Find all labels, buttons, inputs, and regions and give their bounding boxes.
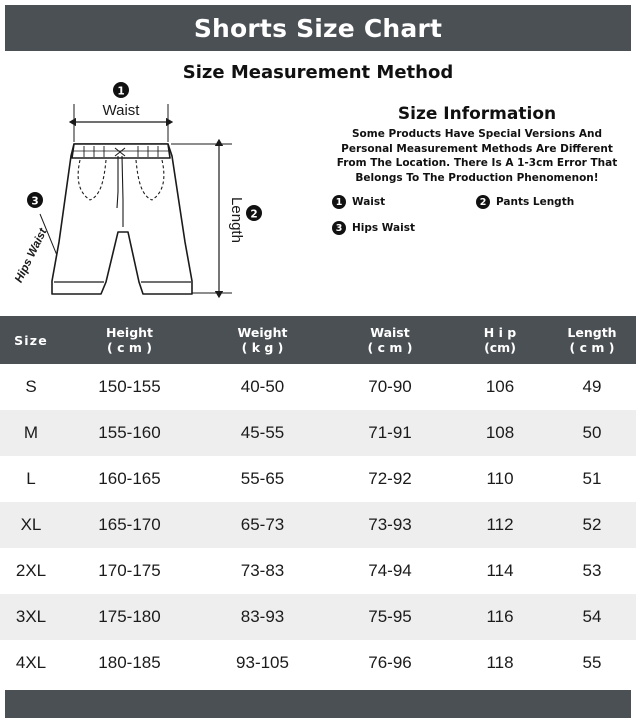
cell-waist: 75-95 bbox=[368, 607, 412, 626]
cell-waist: 74-94 bbox=[368, 561, 412, 580]
cell-length: 52 bbox=[582, 515, 602, 534]
cell-weight: 55-65 bbox=[240, 469, 285, 488]
section-heading: Size Measurement Method bbox=[182, 62, 454, 83]
table-row bbox=[0, 456, 636, 502]
cell-weight: 73-83 bbox=[240, 561, 285, 580]
legend-item-waist bbox=[332, 195, 385, 209]
size-table bbox=[0, 316, 636, 686]
info-line-4: Belongs To The Production Phenomenon! bbox=[355, 171, 599, 184]
legend-item-hips-waist bbox=[332, 221, 415, 235]
table-row bbox=[0, 640, 636, 686]
page-title: Shorts Size Chart bbox=[193, 13, 443, 43]
column-header-waist: Waist ( c m ) bbox=[367, 325, 413, 355]
table-row bbox=[0, 364, 636, 410]
cell-waist: 70-90 bbox=[368, 377, 412, 396]
cell-height: 175-180 bbox=[98, 607, 161, 626]
cell-size: L bbox=[26, 469, 36, 488]
cell-hip: 112 bbox=[486, 515, 514, 534]
cell-length: 49 bbox=[582, 377, 602, 396]
cell-height: 170-175 bbox=[98, 561, 161, 580]
diagram-length-label: Length bbox=[228, 197, 245, 243]
title-bar bbox=[5, 5, 631, 51]
legend-item-pants-length bbox=[476, 195, 574, 209]
legend-label-hips-waist: Hips Waist bbox=[352, 222, 415, 234]
legend-label-pants-length: Pants Length bbox=[496, 196, 575, 208]
cell-hip: 106 bbox=[485, 377, 515, 396]
cell-length: 51 bbox=[582, 469, 602, 488]
column-header-length: Length ( c m ) bbox=[567, 325, 617, 355]
number-1-icon: 1 bbox=[332, 195, 346, 209]
cell-weight: 45-55 bbox=[240, 423, 285, 442]
table-row bbox=[0, 502, 636, 548]
cell-size: 3XL bbox=[15, 607, 47, 626]
cell-hip: 116 bbox=[486, 607, 514, 626]
table-row bbox=[0, 594, 636, 640]
cell-waist: 72-92 bbox=[368, 469, 412, 488]
cell-length: 54 bbox=[582, 607, 602, 626]
number-3-icon: 3 bbox=[332, 221, 346, 235]
cell-hip: 110 bbox=[486, 469, 514, 488]
cell-weight: 40-50 bbox=[240, 377, 285, 396]
info-line-3: From The Location. There Is A 1-3cm Error That bbox=[336, 157, 618, 169]
cell-weight: 83-93 bbox=[240, 607, 285, 626]
cell-length: 55 bbox=[582, 653, 602, 672]
size-information-title: Size Information bbox=[397, 104, 557, 124]
legend-label-waist: Waist bbox=[352, 196, 386, 208]
diagram-marker-1: 1 bbox=[117, 85, 125, 98]
table-row bbox=[0, 410, 636, 456]
number-2-icon: 2 bbox=[476, 195, 490, 209]
cell-height: 150-155 bbox=[98, 377, 161, 396]
cell-height: 160-165 bbox=[98, 469, 161, 488]
cell-size: S bbox=[25, 377, 37, 396]
cell-size: 4XL bbox=[15, 653, 47, 672]
size-information-body bbox=[318, 127, 636, 185]
table-row bbox=[0, 548, 636, 594]
info-line-1: Some Products Have Special Versions And bbox=[352, 128, 602, 140]
cell-hip: 108 bbox=[485, 423, 515, 442]
diagram-waist-label: Waist bbox=[102, 102, 140, 119]
cell-length: 53 bbox=[582, 561, 602, 580]
cell-size: XL bbox=[20, 515, 42, 534]
table-header-row bbox=[0, 316, 636, 364]
size-information-panel bbox=[318, 104, 636, 247]
diagram-hips-waist-label: Hips Waist bbox=[13, 226, 50, 285]
column-header-size: Size bbox=[14, 332, 48, 348]
cell-hip: 118 bbox=[486, 653, 514, 672]
measurement-legend bbox=[318, 195, 636, 247]
cell-height: 180-185 bbox=[98, 653, 161, 672]
cell-height: 165-170 bbox=[98, 515, 161, 534]
footer-bar bbox=[5, 690, 631, 718]
cell-height: 155-160 bbox=[98, 423, 161, 442]
diagram-marker-3: 3 bbox=[31, 195, 39, 208]
info-line-2: Personal Measurement Methods Are Different bbox=[341, 142, 613, 155]
diagram-marker-2: 2 bbox=[250, 208, 258, 221]
cell-weight: 65-73 bbox=[240, 515, 285, 534]
cell-hip: 114 bbox=[486, 561, 514, 580]
column-header-weight: Weight ( k g ) bbox=[237, 325, 288, 355]
column-header-hip: H i p (cm) bbox=[483, 325, 517, 355]
cell-waist: 76-96 bbox=[368, 653, 412, 672]
cell-size: M bbox=[23, 423, 39, 442]
cell-weight: 93-105 bbox=[236, 653, 289, 672]
cell-length: 50 bbox=[582, 423, 602, 442]
cell-waist: 71-91 bbox=[368, 423, 412, 442]
column-header-height: Height ( c m ) bbox=[105, 325, 154, 355]
cell-waist: 73-93 bbox=[368, 515, 412, 534]
cell-size: 2XL bbox=[15, 561, 47, 580]
shorts-measurement-diagram bbox=[0, 82, 300, 310]
